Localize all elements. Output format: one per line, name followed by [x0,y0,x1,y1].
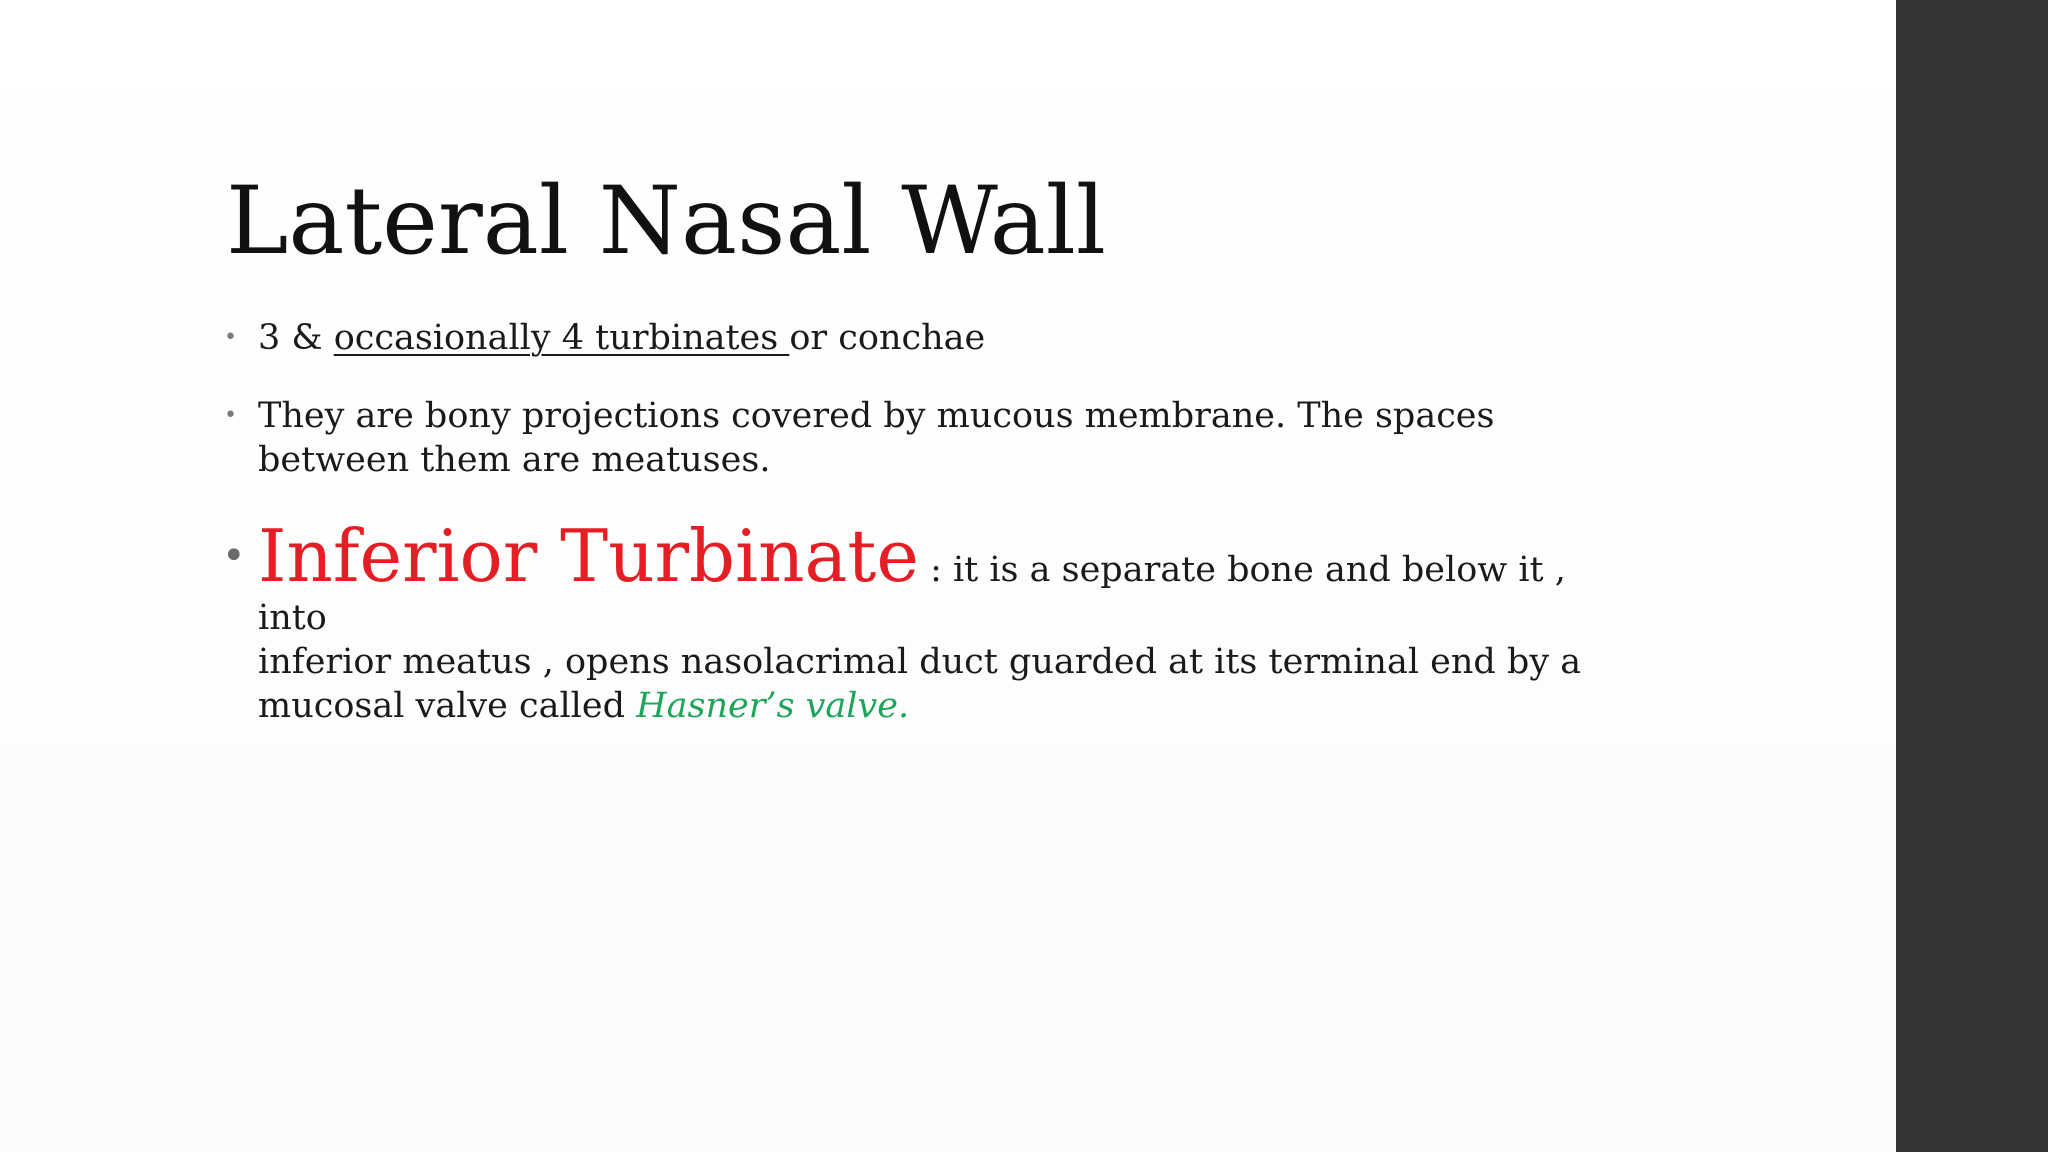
bullet-text-line-1: They are bony projections covered by mucous membrane. The spaces [258,396,1495,436]
bullet-line-1 [258,516,1638,640]
slide-title: Lateral Nasal Wall [226,167,1106,276]
bullet-dot-icon: • [224,325,237,350]
bullet-text-suffix: or conchae [789,318,986,358]
bullet-list [222,316,1638,762]
hasners-valve-highlight: Hasner’s valve. [636,686,910,726]
underlined-text: occasionally 4 turbinates [333,318,790,358]
bullet-text-line-2: inferior meatus , opens nasolacrimal duct guarded at its terminal end by a [258,642,1582,682]
bullet-text-line-2: between them are meatuses. [258,440,771,480]
bullet-item-turbinates [224,316,1638,360]
bullet-text-line-3-prefix: mucosal valve called [258,686,637,726]
bullet-text-prefix: 3 & [258,318,334,358]
side-band [1896,0,2048,1152]
bullet-line-3 [258,684,1638,728]
bullet-item-inferior-turbinate [222,514,1638,728]
bullet-text-line-1-rest: : it is a separate bone and below it , into [258,550,1566,638]
bullet-item-bony-projections [224,394,1638,482]
bullet-dot-icon: • [222,533,246,579]
bullet-dot-icon: • [224,403,237,428]
term-inferior-turbinate: Inferior Turbinate [258,514,919,598]
